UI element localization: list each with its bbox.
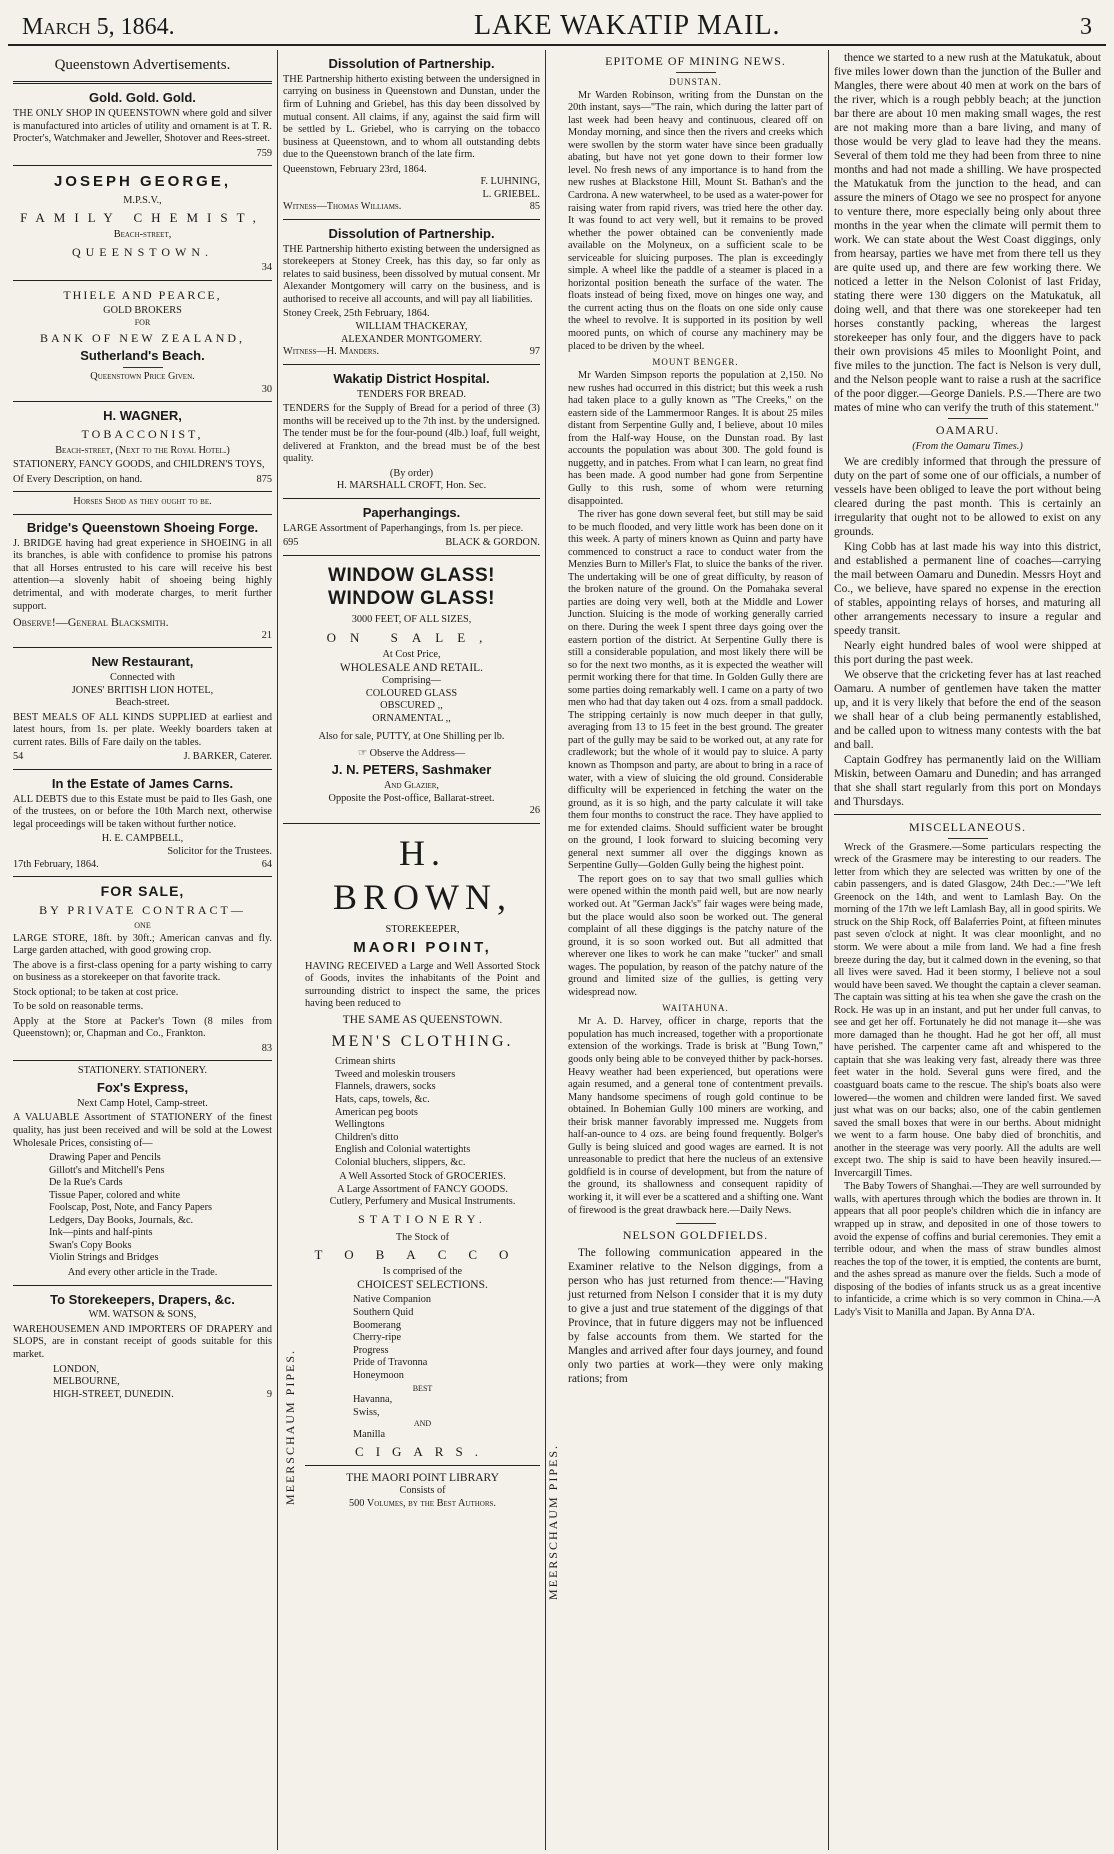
issue-date: March 5, 1864. <box>22 14 175 40</box>
ad-watson-sons: To Storekeepers, Drapers, &c. WM. WATSON & SONS, WAREHOUSEMEN AND IMPORTERS OF DRAPERY and SLOPS, are in constant receipt of goods suitable for this market. LONDON, MELBOURNE, HIGH-STREET, DUNEDIN. 9 <box>13 1291 272 1400</box>
oamaru-title: OAMARU. <box>935 423 1000 438</box>
ad-window-glass: WINDOW GLASS! WINDOW GLASS! 3000 FEET, OF ALL SIZES, ON SALE, At Cost Price, WHOLESALE AND RETAIL. Comprising— COLOURED GLASS OBSCURED ,, ORNAMENTAL ,, Also for sale, PUTTY, at One Shilling per lb. ☞ Observe the Address— J. N. PETERS, Sashmaker And Glazier, Opposite the Post-office, Ballarat-street. 26 <box>283 556 540 824</box>
pointing-hand-icon: ☞ <box>357 747 370 759</box>
miscellaneous-title: MISCELLANEOUS. <box>908 819 1026 834</box>
ad-hospital: Wakatip District Hospital. TENDERS FOR BREAD. TENDERS for the Supply of Bread for a period of three (3) months will be received up to the 7th inst. by the undersigned. The tender must be for the four-pound (4lb.) loaf, full weight, delivered at Frankton, and the bread must be of the best quality. (By order) H. MARSHALL CROFT, Hon. Sec. <box>283 365 540 499</box>
column-4: thence we started to a new rush at the Matukatuk, about five miles lower down than the junction of the Buller and Mangles, there were about 40 men at work on the bars of the river, which is a rough pebbly beach; at the junction bar there are about 10 men making small wages, the rest are not making more than a bare living, and many of those would be very glad to leave had they the means. Several of them told me they had been from three to nine months and had not made a shilling. We have prospected the Matukatuk from the junction to the head, and can assure the miners of Otago we see no prospect for anyone to venture there, more especially being only about three months in the year when the climate will permit them to work. We can state about the West Coast diggings, only from hearsay, parties we have met from there tell us they are quite used up, and there are few working there. We noticed a letter in the Nelson Colonist of last Friday, stating there were 130 diggers on the Matukatuk, all doing well, and that there was one storekeeper had ten horses constantly packing, whereas the largest storekeeper has only four, and the diggers have to pack their own provisions 45 miles to Moonlight Point, and five miles to the junction. The fact is Nelson is very dull, and the Nelson people want to raise a rush at the sacrifice of the poor digger.—George Daniels. P.S.—There are two mates of mine who can verify the truth of this statement." OAMARU. (From the Oamaru Times.) We are credibly informed that through the pressure of duty on the part of some one of our officials, a number of vessels have been obliged to leave the port without being cleared during the past month. This is certainly an irregularity that ought not to be allowed to exist on any grounds. King Cobb has at last made his way into this district, and established a permanent line of coaches—carrying the mail between Oamaru and Dunedin. Messrs Hoyt and Co., we believe, have spared no expense in the erection of stables, appointing relays of horses, and maturing all other arrangements necessary to insure a regular and speedy transit. Nearly eight hundred bales of wool were shipped at this port during the past week. We observe that the cricketing fever has at last reached Oamaru. A number of gentlemen have taken the matter up, and it is very likely that before the end of the season we shall hear of a club being permanently established, and be called upon to witness many contests with the bat and ball. Captain Godfrey has permanently laid on the William Miskin, between Oamaru and Dunedin; and has arranged that she shall start regularly from this port on Mondays and Thursdays. MISCELLANEOUS. Wreck of the Grasmere.—Some particulars respecting the wreck of the Grasmere may be interesting to our readers. The letter from which they are selected was written by one of the cabin passengers, and is dated Glasgow, 24th Dec.:—"We left Greenock on the 14th, and went to Lamlash Bay. On the morning of the 17th we left Lamlash Bay, all in good spirits. We struck on the Ship Rock, off Balaferries Point, at fifteen minutes past seven o'clock at night. It was clear moonlight, and no storm. We were about a mile from land. We had a fine fresh breeze during the day, but it calmed down in the evening, so that all lives were saved. Had it been stormy, I believe not a soul would have been saved. We thought the captain a clever seaman. The captain was sitting at his tea when she gave the crash on the Rock. He was up in an instant, and put her under full canvas, to see and get her off. Fortunately he did not manage it—she was more damaged than he thought. Had he got her off, all must have perished. The carpenter came aft and whispered to the captain that she was leaking very fast, already there was three feet water in the hold. Several guns were fired, and the coastguard boats came to the rescue. The ship's boats also were lowered—the women and children were landed first. We saved just what was on our backs; also, one of the cabin gentlemen saved the small boxes that were in our berths. About midnight we went to a farm house. One baby died of bronchitis, and another in the steerage was very poorly. All the adults are well except two. The ship is said to have been heavily insured.—Invercargill Times. The Baby Towers of Shanghai.—They are well surrounded by walls, with apertures through which the bodies are thrown in. It appears that all poor people's children which die in infancy are wrapped up in straw, and deposited in one of those towers to avoid the expense of coffins and burial ceremonies. They emit a terrible odour, and when the mass of straw bundles almost reaches the top of the tower, it is emptied, the contents are burnt, and the ashes spread as manure over the fields. Such a mode of disposing of the bodies of infants struck us as a great incentive to infanticide, a crime which is so very common in China.—A Lady's Visit to Manilla and Japan. By Anna D'A. <box>834 52 1101 1318</box>
meerschaum-side-label: MEERSCHAUM PIPES. <box>283 1349 297 1506</box>
page-number: 3 <box>1079 14 1092 40</box>
column-3: MEERSCHAUM PIPES. EPITOME OF MINING NEWS. DUNSTAN. Mr Warden Robinson, writing from the Dunstan on the 20th instant, says—"The rain, which during the latter part of last week had been heavy and continuous, cleared off on Monday morning, and since then the rivers and creeks which were swollen by the storm water have since been gradually abating, but have not yet gone down to their former low level. No fresh news of any importance is to hand from the new rushes at Blackstone Hill, Mount St. Bathan's and the Cardrona. A new waterwheel, to be used as a water-power for raising water from rapid rivers, was tried here the other day. It was found to act very well, but it remains to be proved whether the power obtained can be conveniently made available on the Molyneux, on a sufficient scale to be serviceable for sluicing purposes. The plan is exceedingly simple. A wheel like the paddle of a steamer is placed in a horizontal position beneath the surface of the water. The floats instead of being fixed, move on hinges one way, and the current acting thus on the floats on one side only cause the wheel to revolve. It is supported in its position by well moored punts, on which of course any machinery may be placed to be driven by the wheel. MOUNT BENGER. Mr Warden Simpson reports the population at 2,150. No new rushes had occurred in this district; but this week a rush had taken place to a gully known as "The Creeks," on the eastern side of the Lammermoor Ranges. It is about 25 miles distant from Serpentine Gully and, I believe, about 10 miles from the Half-way House, on the Dunstan road. By last accounts the population was about 300. The gold found is nuggetty, and in patches. From what I can learn, no great find has been made. A good number had gone from Serpentine Gully to this rush, some of whom were returning disappointed. The river has gone down several feet, but still may be said to be much flooded, and very little work has been done on it this week. A party of miners known as Quinn and party have commenced to construct a race to conduct water from the Menzies Burn to Miller's Flat, to sluice the banks of the river. The undertaking will be one of great difficulty, by reason of the broken nature of the ground. On the Pomahaka several parties are doing very well, both at the Middle and Lower Junction. Sluicing is the mode of working generally carried on there. During the week I spent three days going over the eastern portion of the district. At Serpentine Gully there is still a considerable population, and most likely there will be so for the next two months, as it is expected the weather will permit working there for that time. In Golden Gully there are some parties doing remarkably well. I came on a party of two men who had that day taken out 4 ozs. from a small paddock. The stripping certainly is now much deeper in that gully, averaging from 13 to 15 feet in the best ground. The greater part of the gully may be said to be worked out, at any rate for cradlework; but the whole of it would pay to sluice. A party known as Thompson and party, are about to bring in a race of water, with a view of sluicing the old ground. Considerable difficulty will be experienced in fetching the water on the ground, as it is so high, and the party calculate it will take them four months to construct the race. They have applied to me for extended claims. Should sufficient water be brought on the ground, I look forward to sluicing becoming very general next summer all over the diggings known as Serpentine Gully—Golden Gully being the highest point. The report goes on to say that two small gullies which were opened within the month paid well, but are now nearly worked out. At "German Jack's" fair wages were being made, but the place would also soon be worked out. The general complaint of all these diggings is the patchy nature of the ground, it is so soon worked out. But all admitted that wherever one likes to work he can make "tucker" and small wages. The population, by reason of the patchy nature of the ground and limited size of the gullies, is getting very widespread now. WAITAHUNA. Mr A. D. Harvey, officer in charge, reports that the population has much increased, together with a proportionate extension of the workings. Trade is brisk at "Bung Town," goods only being able to be conveyed thither by pack-horses. Heavy weather had been experienced, but operations were again resumed, and a general tone of contentment prevails. Many handsome specimens of rough gold continue to be obtained. In Bohemian Gully 100 miners are working, and their brisk manner favorably impressed me. Nuggets from half-an-ounce to 4 ozs. are being found frequently. Bolger's Gully is being sluiced and good wages are earned. It is not unreasonable to predict that here the nucleus of an extensive goldfield is in course of development, but from the nature of the ground, its shallowness and consequent rapidity of working it, it will ever be a scattered and a shifting one. Want of firewood is the great drawback here.—Daily News. NELSON GOLDFIELDS. The following communication appeared in the Examiner relative to the Nelson diggings, from a person who has just returned from thence:—"Having just returned from Nelson I consider that it is my duty to give a just and true statement of the diggings of that Province, that in future diggers may not be influenced by false accounts from them. We started for the Mangles and arrived after four days journey, and found only two parties at work—they were only making rations; from <box>546 50 829 1850</box>
ad-dissolution-1: Dissolution of Partnership. THE Partnership hitherto existing between the undersigned in carrying on business in Queenstown and Dunstan, under the firm of Luhning and Griebel, has this day been dissolved by mutual consent. All claims, if any, against the said firm will be settled by L. Griebel, who is carrying on the tobacco business at Queenstown, and to whom all outstanding debts due to the Queenstown branch of the late firm. Queenstown, February 23rd, 1864. F. LUHNING, L. GRIEBEL. Witness—Thomas Williams. 85 <box>283 50 540 220</box>
masthead <box>8 10 1106 46</box>
ad-estate-carns: In the Estate of James Carns. ALL DEBTS due to this Estate must be paid to Iles Gash, one of the trustees, on or before the 10th March next, otherwise legal proceedings will be taken without further notice. H. E. CAMPBELL, Solicitor for the Trustees. 17th February, 1864. 64 <box>13 770 272 877</box>
ad-wagner: H. WAGNER, TOBACCONIST, Beach-street, (Next to the Royal Hotel.) STATIONERY, FANCY GOODS, and CHILDREN'S TOYS, Of Every Description, on hand. 875 <box>13 402 272 492</box>
column-2 <box>278 50 546 1850</box>
clothing-items: Crimean shirts Tweed and moleskin trousers Flannels, drawers, socks Hats, caps, towels, &c. American peg boots Wellingtons Children's ditto English and Colonial watertights Colonial bluchers, slippers, &c. <box>335 1056 471 1168</box>
fox-items: Drawing Paper and Pencils Gillott's and Mitchell's Pens De la Rue's Cards Tissue Paper, colored and white Foolscap, Post, Note, and Fancy Papers Ledgers, Day Books, Journals, &c. Ink—pints and half-pints Swan's Copy Books Violin Strings and Bridges <box>49 1152 213 1264</box>
ad-new-restaurant: New Restaurant, Connected with JONES' BRITISH LION HOTEL, Beach-street. BEST MEALS OF ALL KINDS SUPPLIED at earliest and latest hours, from 1s. per plate. Weekly boarders taken at current rates. Bills of Fare daily on the tables. 54 J. BARKER, Caterer. <box>13 648 272 770</box>
ad-joseph-george: JOSEPH GEORGE, M.P.S.V., FAMILY CHEMIST, Beach-street, QUEENSTOWN. 34 <box>13 166 272 280</box>
ad-gold: Gold. Gold. Gold. THE ONLY SHOP IN QUEENSTOWN where gold and silver is manufactured into articles of utility and ornament is at T. R. Procter's, Watchmaker and Jeweller, Shotover and Rees-street. 759 <box>13 84 272 166</box>
column-1 <box>8 50 278 1850</box>
meerschaum-side-label-2: MEERSCHAUM PIPES. <box>546 1443 560 1600</box>
nelson-title: NELSON GOLDFIELDS. <box>622 1228 769 1243</box>
newspaper-title: LAKE WAKATIP MAIL. <box>474 10 781 41</box>
ad-dissolution-2: Dissolution of Partnership. THE Partnership hitherto existing between the undersigned as storekeepers at Stoney Creek, has this day, so far only as relates to said business, been dissolved by mutual consent. Mr Alexander Montgomery will carry on the business, and is authorised to receive all accounts, and will pay all liabilities. Stoney Creek, 25th February, 1864. WILLIAM THACKERAY, ALEXANDER MONTGOMERY. Witness—H. Manders. 97 <box>283 220 540 365</box>
ad-for-sale: FOR SALE, BY PRIVATE CONTRACT— ONE LARGE STORE, 18ft. by 30ft.; American canvas and fly. Large garden attached, with good growing crop. The above is a first-class opening for a party wishing to carry on business as a storekeeper on that favorite track. Stock optional; to be taken at cost price. To be sold on reasonable terms. Apply at the Store at Packer's Town (8 miles from Queenstown); or, Chapman and Co., Frankton. 83 <box>13 877 272 1061</box>
ad-paperhangings: Paperhangings. LARGE Assortment of Paperhangings, from 1s. per piece. 695 BLACK & GORDON. <box>283 499 540 556</box>
columns <box>8 50 1106 1850</box>
ad-thiele-pearce: THIELE AND PEARCE, GOLD BROKERS FOR BANK OF NEW ZEALAND, Sutherland's Beach. Queenstown Price Given. 30 <box>13 281 272 403</box>
tobacco-items: Native Companion Southern Quid Boomerang Cherry-ripe Progress Pride of Travonna Honeymoon <box>353 1294 432 1381</box>
section-title-queenstown: Queenstown Advertisements. <box>13 50 272 84</box>
mining-news-title: EPITOME OF MINING NEWS. <box>605 54 786 68</box>
ad-fox-express: STATIONERY. STATIONERY. Fox's Express, Next Camp Hotel, Camp-street. A VALUABLE Assortment of STATIONERY of the finest quality, has just been received and will be sold at the Lowest Wholesale Prices, consisting of— Drawing Paper and Pencils Gillott's and Mitchell's Pens De la Rue's Cards Tissue Paper, colored and white Foolscap, Post, Note, and Fancy Papers Ledgers, Day Books, Journals, &c. Ink—pints and half-pints Swan's Copy Books Violin Strings and Bridges And every other article in the Trade. <box>13 1061 272 1285</box>
ad-bridge-forge: Horses Shod as they ought to be. Bridge's Queenstown Shoeing Forge. J. BRIDGE having had great experience in SHOEING in all its branches, is able with confidence to promise his patrons that all Horses entrusted to his care will receive his best attention—a slovenly habit of shoeing being highly detrimental, and with moderate charges, to merit further support. Observe!—General Blacksmith. 21 <box>13 492 272 648</box>
ad-h-brown: MEERSCHAUM PIPES. H. BROWN, STOREKEEPER, MAORI POINT, HAVING RECEIVED a Large and Well Assorted Stock of Goods, invites the inhabitants of the Point and surrounding district to inspect the same, the prices having been reduced to THE SAME AS QUEENSTOWN. MEN'S CLOTHING. Crimean shirts Tweed and moleskin trousers Flannels, drawers, socks Hats, caps, towels, &c. American peg boots Wellingtons Children's ditto English and Colonial watertights Colonial bluchers, slippers, &c. A Well Assorted Stock of GROCERIES. A Large Assortment of FANCY GOODS. Cutlery, Perfumery and Musical Instruments. STATIONERY. The Stock of TOBACCO Is comprised of the CHOICEST SELECTIONS. Native Companion Southern Quid Boomerang Cherry-ripe Progress Pride of Travonna Honeymoon BEST Havanna, Swiss, AND Manilla CIGARS. THE MAORI POINT LIBRARY Consists of 500 Volumes, by the Best Authors. <box>283 832 540 1509</box>
